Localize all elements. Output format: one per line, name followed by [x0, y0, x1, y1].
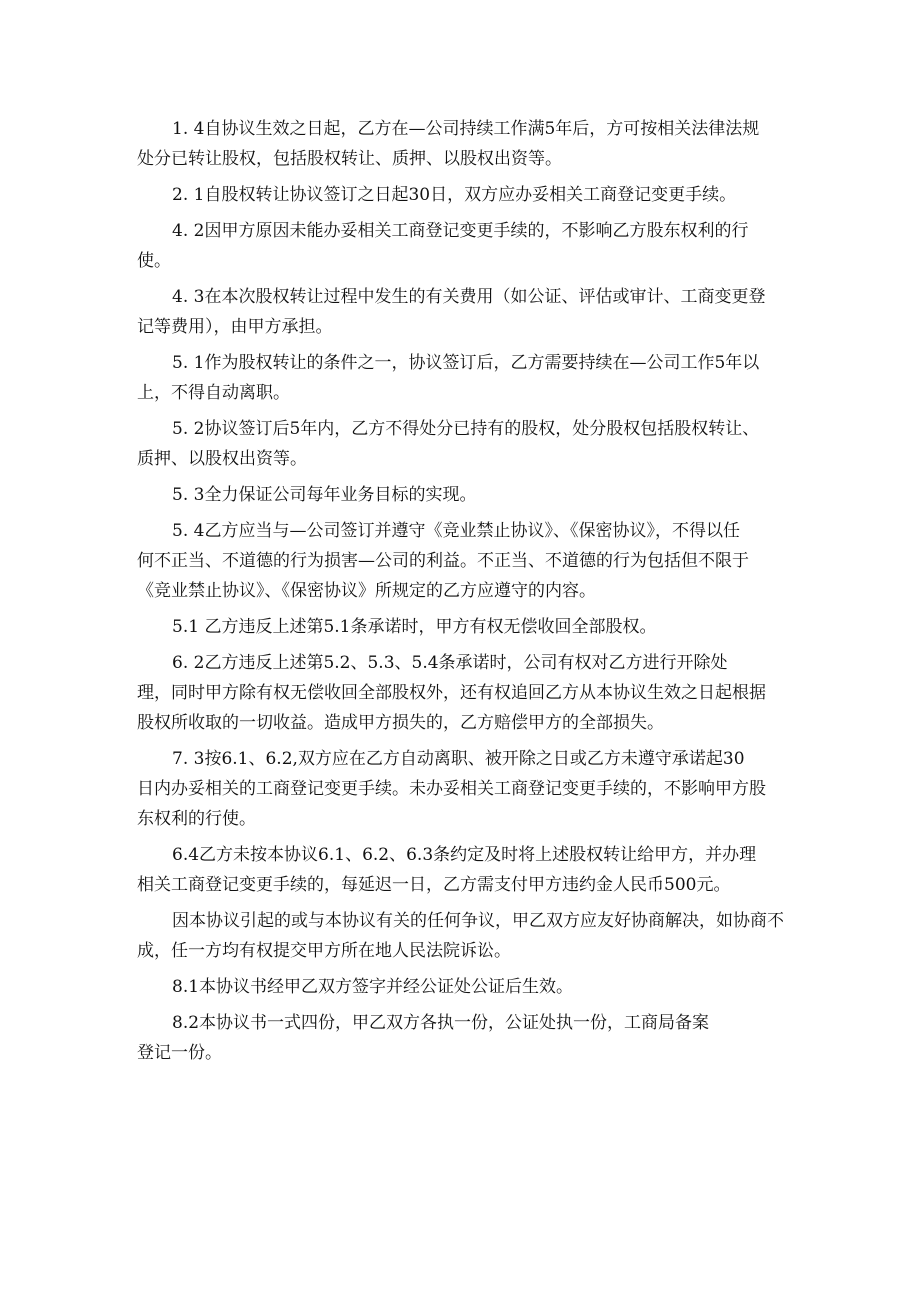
clause-paragraph	[137, 414, 782, 474]
clause-line: 5.1 乙方违反上述第5.1条承诺时，甲方有权无偿收回全部股权。	[172, 617, 657, 637]
clause-paragraph	[137, 744, 782, 834]
clause-line: 处分已转让股权，包括股权转让、质押、以股权出资等。	[137, 149, 562, 169]
clause-paragraph	[137, 180, 782, 210]
clause-line: 8.1本协议书经甲乙双方签字并经公证处公证后生效。	[172, 977, 574, 997]
clause-line: 质押、以股权出资等。	[137, 449, 307, 469]
clause-line: 因本协议引起的或与本协议有关的任何争议，甲乙双方应友好协商解决，如协商不	[172, 911, 784, 931]
clause-line: 何不正当、不道德的行为损害—公司的利益。不正当、不道德的行为包括但不限于	[137, 551, 749, 571]
clause-line: 股权所收取的一切收益。造成甲方损失的，乙方赔偿甲方的全部损失。	[137, 713, 664, 733]
clause-paragraph	[137, 216, 782, 276]
clause-line: 成，任一方均有权提交甲方所在地人民法院诉讼。	[137, 941, 511, 961]
clause-line: 东权利的行使。	[137, 809, 256, 829]
clause-line: 登记一份。	[137, 1043, 222, 1063]
clause-paragraph	[137, 114, 782, 174]
clause-line: 相关工商登记变更手续的，每延迟一日，乙方需支付甲方违约金人民币500元。	[137, 875, 731, 895]
clause-line: 6. 2乙方违反上述第5.2、5.3、5.4条承诺时，公司有权对乙方进行开除处	[172, 653, 728, 673]
clause-line: 4. 3在本次股权转让过程中发生的有关费用（如公证、评估或审计、工商变更登	[172, 287, 766, 307]
clause-line: 6.4乙方未按本协议6.1、6.2、6.3条约定及时将上述股权转让给甲方，并办理	[172, 845, 757, 865]
clause-line: 理，同时甲方除有权无偿收回全部股权外，还有权追回乙方从本协议生效之日起根据	[137, 683, 766, 703]
clause-paragraph	[137, 480, 782, 510]
clause-paragraph	[137, 612, 782, 642]
clause-line: 日内办妥相关的工商登记变更手续。未办妥相关工商登记变更手续的，不影响甲方股	[137, 779, 766, 799]
clause-line: 4. 2因甲方原因未能办妥相关工商登记变更手续的，不影响乙方股东权利的行	[172, 221, 749, 241]
clause-line: 2. 1自股权转让协议签订之日起30日，双方应办妥相关工商登记变更手续。	[172, 185, 737, 205]
clause-line: 5. 4乙方应当与—公司签订并遵守《竞业禁止协议》、《保密协议》，不得以任	[172, 521, 740, 541]
clause-line: 8.2本协议书一式四份，甲乙双方各执一份，公证处执一份，工商局备案	[172, 1013, 710, 1033]
clause-paragraph	[137, 972, 782, 1002]
clause-line: 使。	[137, 251, 171, 271]
clause-paragraph	[137, 282, 782, 342]
clause-paragraph	[137, 1008, 782, 1068]
clause-line: 5. 3全力保证公司每年业务目标的实现。	[172, 485, 477, 505]
document-body	[137, 114, 782, 1074]
clause-line: 5. 1作为股权转让的条件之一，协议签订后，乙方需要持续在—公司工作5年以	[172, 353, 760, 373]
clause-line: 上，不得自动离职。	[137, 383, 290, 403]
clause-paragraph	[137, 648, 782, 738]
clause-paragraph	[137, 906, 782, 966]
clause-paragraph	[137, 516, 782, 606]
clause-line: 记等费用），由甲方承担。	[137, 317, 333, 337]
clause-paragraph	[137, 840, 782, 900]
clause-line: 7. 3按6.1、6.2,双方应在乙方自动离职、被开除之日或乙方未遵守承诺起30	[172, 749, 745, 769]
clause-line: 1. 4自协议生效之日起，乙方在—公司持续工作满5年后，方可按相关法律法规	[172, 119, 760, 139]
clause-paragraph	[137, 348, 782, 408]
clause-line: 《竞业禁止协议》、《保密协议》所规定的乙方应遵守的内容。	[137, 581, 596, 601]
clause-line: 5. 2协议签订后5年内，乙方不得处分已持有的股权，处分股权包括股权转让、	[172, 419, 760, 439]
